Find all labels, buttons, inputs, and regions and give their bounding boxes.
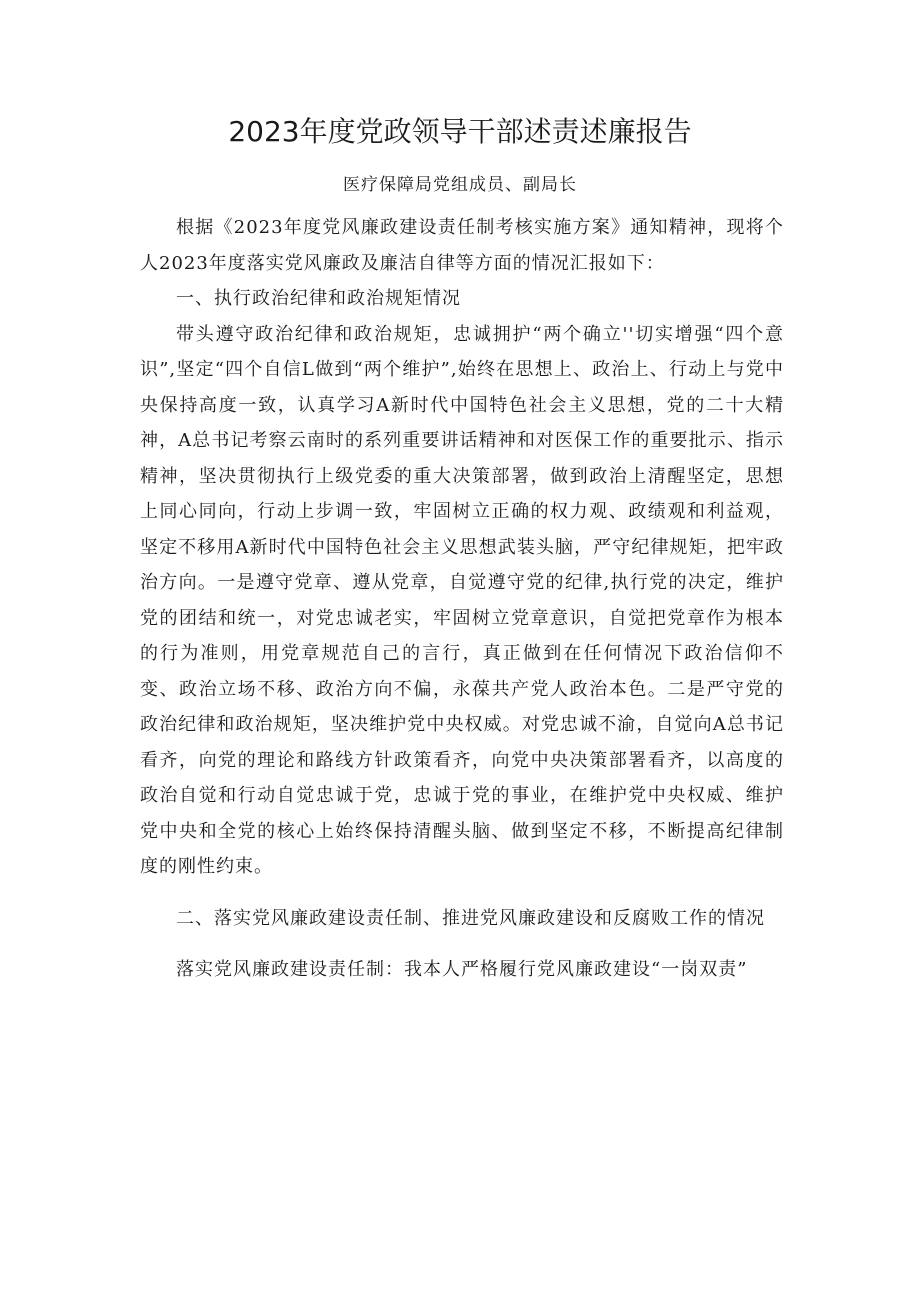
section-heading-2: 二、落实党风廉政建设责任制、推进党风廉政建设和反腐败工作的情况 <box>176 907 765 929</box>
document-subtitle: 医疗保障局党组成员、副局长 <box>343 175 577 195</box>
section-1-paragraph: 带头遵守政治纪律和政治规矩，忠诚拥护“两个确立''切实增强“四个意识”,坚定“四个自信L做到“两个维护”,始终在思想上、政治上、行动上与党中央保持高度一致，认真学习A新时代中国特色社会主义思想，党的二十大精神，A总书记考察云南时的系列重要讲话精神和对医保工作的重要批示、指示精神，坚决贯彻执行上级党委的重大决策部署，做到政治上清醒坚定，思想上同心同向，行动上步调一致，牢固树立正确的权力观、政绩观和利益观，坚定不移用A新时代中国特色社会主义思想武装头脑，严守纪律规矩，把牢政治方向。一是遵守党章、遵从党章，自觉遵守党的纪律,执行党的决定，维护党的团结和统一，对党忠诚老实，牢固树立党章意识，自觉把党章作为根本的行为准则，用党章规范自己的言行，真正做到在任何情况下政治信仰不变、政治立场不移、政治方向不偏，永葆共产党人政治本色。二是严守党的政治纪律和政治规矩，坚决维护党中央权威。对党忠诚不渝，自觉向A总书记看齐，向党的理论和路线方针政策看齐，向党中央决策部署看齐，以高度的政治自觉和行动自觉忠诚于党，忠诚于党的事业，在维护党中央权威、维护党中央和全党的核心上始终保持清醒头脑、做到坚定不移，不断提高纪律制度的刚性约束。 <box>140 323 784 877</box>
section-2-paragraph: 落实党风廉政建设责任制：我本人严格履行党风廉政建设“一岗双责” <box>176 959 748 980</box>
section-heading-1: 一、执行政治纪律和政治规矩情况 <box>176 288 461 309</box>
document-body <box>140 210 784 988</box>
intro-paragraph: 根据《2023年度党风廉政建设责任制考核实施方案》通知精神，现将个人2023年度落实党风廉政及廉洁自律等方面的情况汇报如下： <box>140 217 784 274</box>
document-title: 2023年度党政领导干部述责述廉报告 <box>228 115 692 148</box>
